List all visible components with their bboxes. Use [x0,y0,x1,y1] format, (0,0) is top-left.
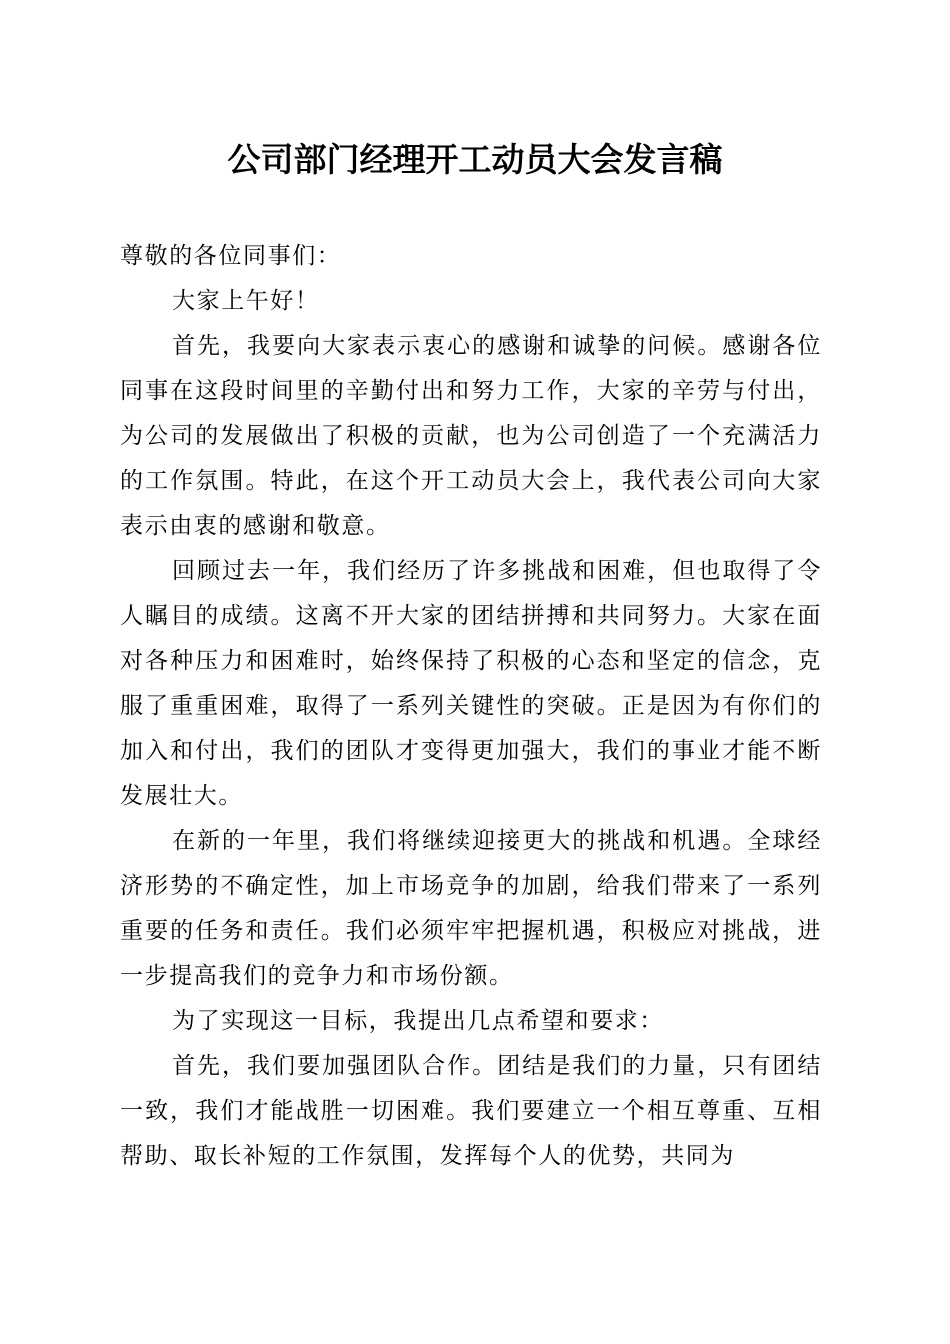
paragraph-goals-intro: 为了实现这一目标，我提出几点希望和要求： [172,1008,664,1034]
salutation: 尊敬的各位同事们： [120,243,342,269]
paragraph-teamwork: 首先，我们要加强团队合作。团结是我们的力量，只有团结一致，我们才能战胜一切困难。我们要建立一个相互尊重、互相帮助、取长补短的工作氛围，发挥每个人的优势，共同为 [120,1053,822,1169]
document-title: 公司部门经理开工动员大会发言稿 [227,140,723,179]
paragraph-thanks: 首先，我要向大家表示衷心的感谢和诚挚的问候。感谢各位同事在这段时间里的辛勤付出和努力工作，大家的辛劳与付出，为公司的发展做出了积极的贡献，也为公司创造了一个充满活力的工作氛围。特此，在这个开工动员大会上，我代表公司向大家表示由衷的感谢和敬意。 [120,333,822,539]
document-body [120,234,822,1179]
paragraph-review: 回顾过去一年，我们经历了许多挑战和困难，但也取得了令人瞩目的成绩。这离不开大家的团结拼搏和共同努力。大家在面对各种压力和困难时，始终保持了积极的心态和坚定的信念，克服了重重困难，取得了一系列关键性的突破。正是因为有你们的加入和付出，我们的团队才变得更加强大，我们的事业才能不断发展壮大。 [120,558,822,809]
paragraph-greeting: 大家上午好！ [172,288,320,314]
paragraph-new-year: 在新的一年里，我们将继续迎接更大的挑战和机遇。全球经济形势的不确定性，加上市场竞争的加剧，给我们带来了一系列重要的任务和责任。我们必须牢牢把握机遇，积极应对挑战，进一步提高我们的竞争力和市场份额。 [120,828,822,989]
